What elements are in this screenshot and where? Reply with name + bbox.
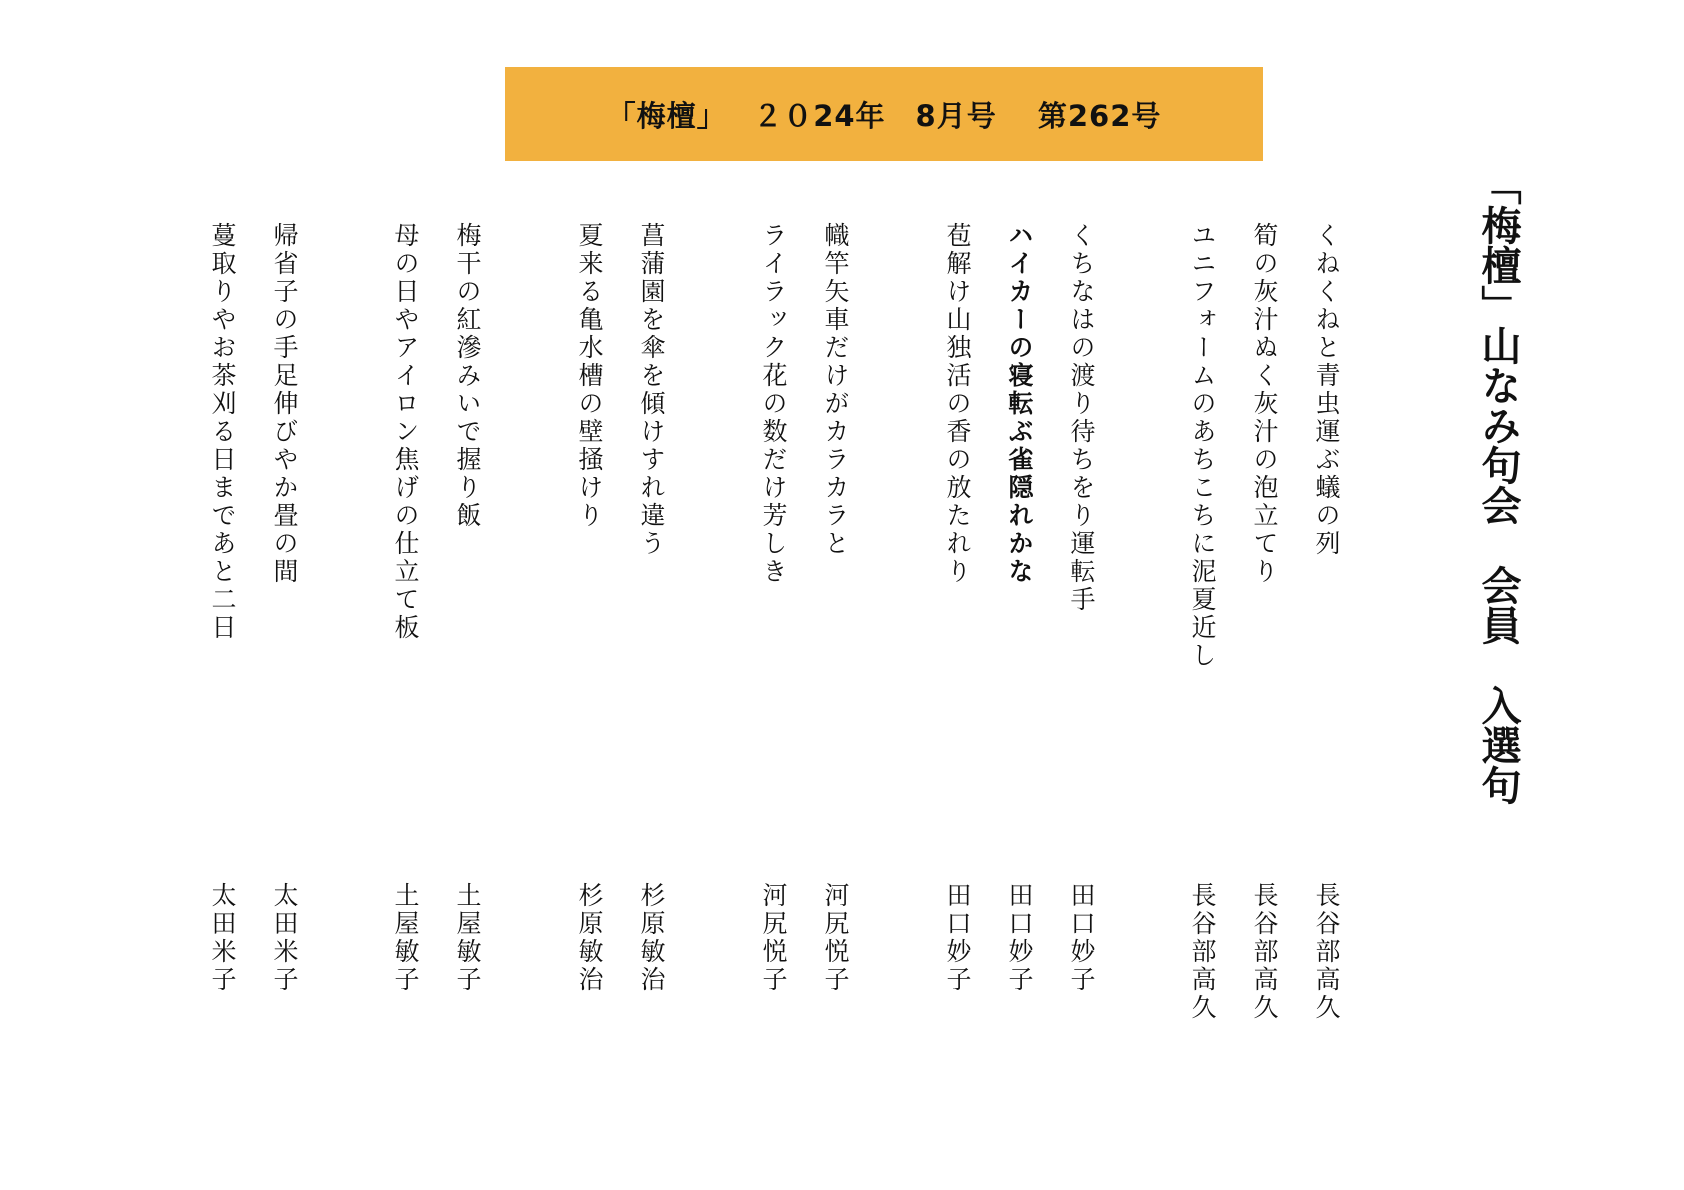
- issue-title: 「梅檀」 ２０24年 8月号 第262号: [606, 98, 1162, 133]
- haiku-author: 田口妙子: [1005, 882, 1034, 994]
- haiku-text: 苞解け山独活の香の放たれり: [943, 222, 972, 586]
- haiku-author: 太田米子: [270, 882, 299, 994]
- haiku-author: 長谷部高久: [1312, 882, 1341, 1022]
- header-banner: [505, 67, 1263, 161]
- page-title: 「梅檀」山なみ句会 会員 入選句: [1475, 165, 1521, 805]
- haiku-text: 梅干の紅滲みいで握り飯: [453, 222, 482, 530]
- haiku-author: 太田米子: [208, 882, 237, 994]
- haiku-author: 杉原敏治: [637, 882, 666, 994]
- haiku-text: 母の日やアイロン焦げの仕立て板: [391, 222, 420, 642]
- haiku-text: 蔓取りやお茶刈る日まであと二日: [208, 222, 237, 642]
- haiku-text: くちなはの渡り待ちをり運転手: [1067, 222, 1096, 614]
- haiku-author: 河尻悦子: [759, 882, 788, 994]
- haiku-author: 土屋敏子: [453, 882, 482, 994]
- haiku-text: くねくねと青虫運ぶ蟻の列: [1312, 222, 1341, 558]
- haiku-author: 土屋敏子: [391, 882, 420, 994]
- haiku-text: ハイカーの寝転ぶ雀隠れかな: [1005, 222, 1034, 586]
- haiku-author: 杉原敏治: [575, 882, 604, 994]
- haiku-author: 長谷部高久: [1250, 882, 1279, 1022]
- haiku-text: ライラック花の数だけ芳しき: [759, 222, 788, 586]
- haiku-text: 帰省子の手足伸びやか畳の間: [270, 222, 299, 586]
- haiku-text: 筍の灰汁ぬく灰汁の泡立てり: [1250, 222, 1279, 586]
- haiku-author: 田口妙子: [1067, 882, 1096, 994]
- haiku-text: ユニフォームのあちこちに泥夏近し: [1188, 222, 1217, 670]
- haiku-text: 菖蒲園を傘を傾けすれ違う: [637, 222, 666, 558]
- haiku-text: 夏来る亀水槽の壁掻けり: [575, 222, 604, 530]
- haiku-author: 長谷部高久: [1188, 882, 1217, 1022]
- haiku-author: 河尻悦子: [821, 882, 850, 994]
- haiku-author: 田口妙子: [943, 882, 972, 994]
- haiku-text: 幟竿矢車だけがカラカラと: [821, 222, 850, 558]
